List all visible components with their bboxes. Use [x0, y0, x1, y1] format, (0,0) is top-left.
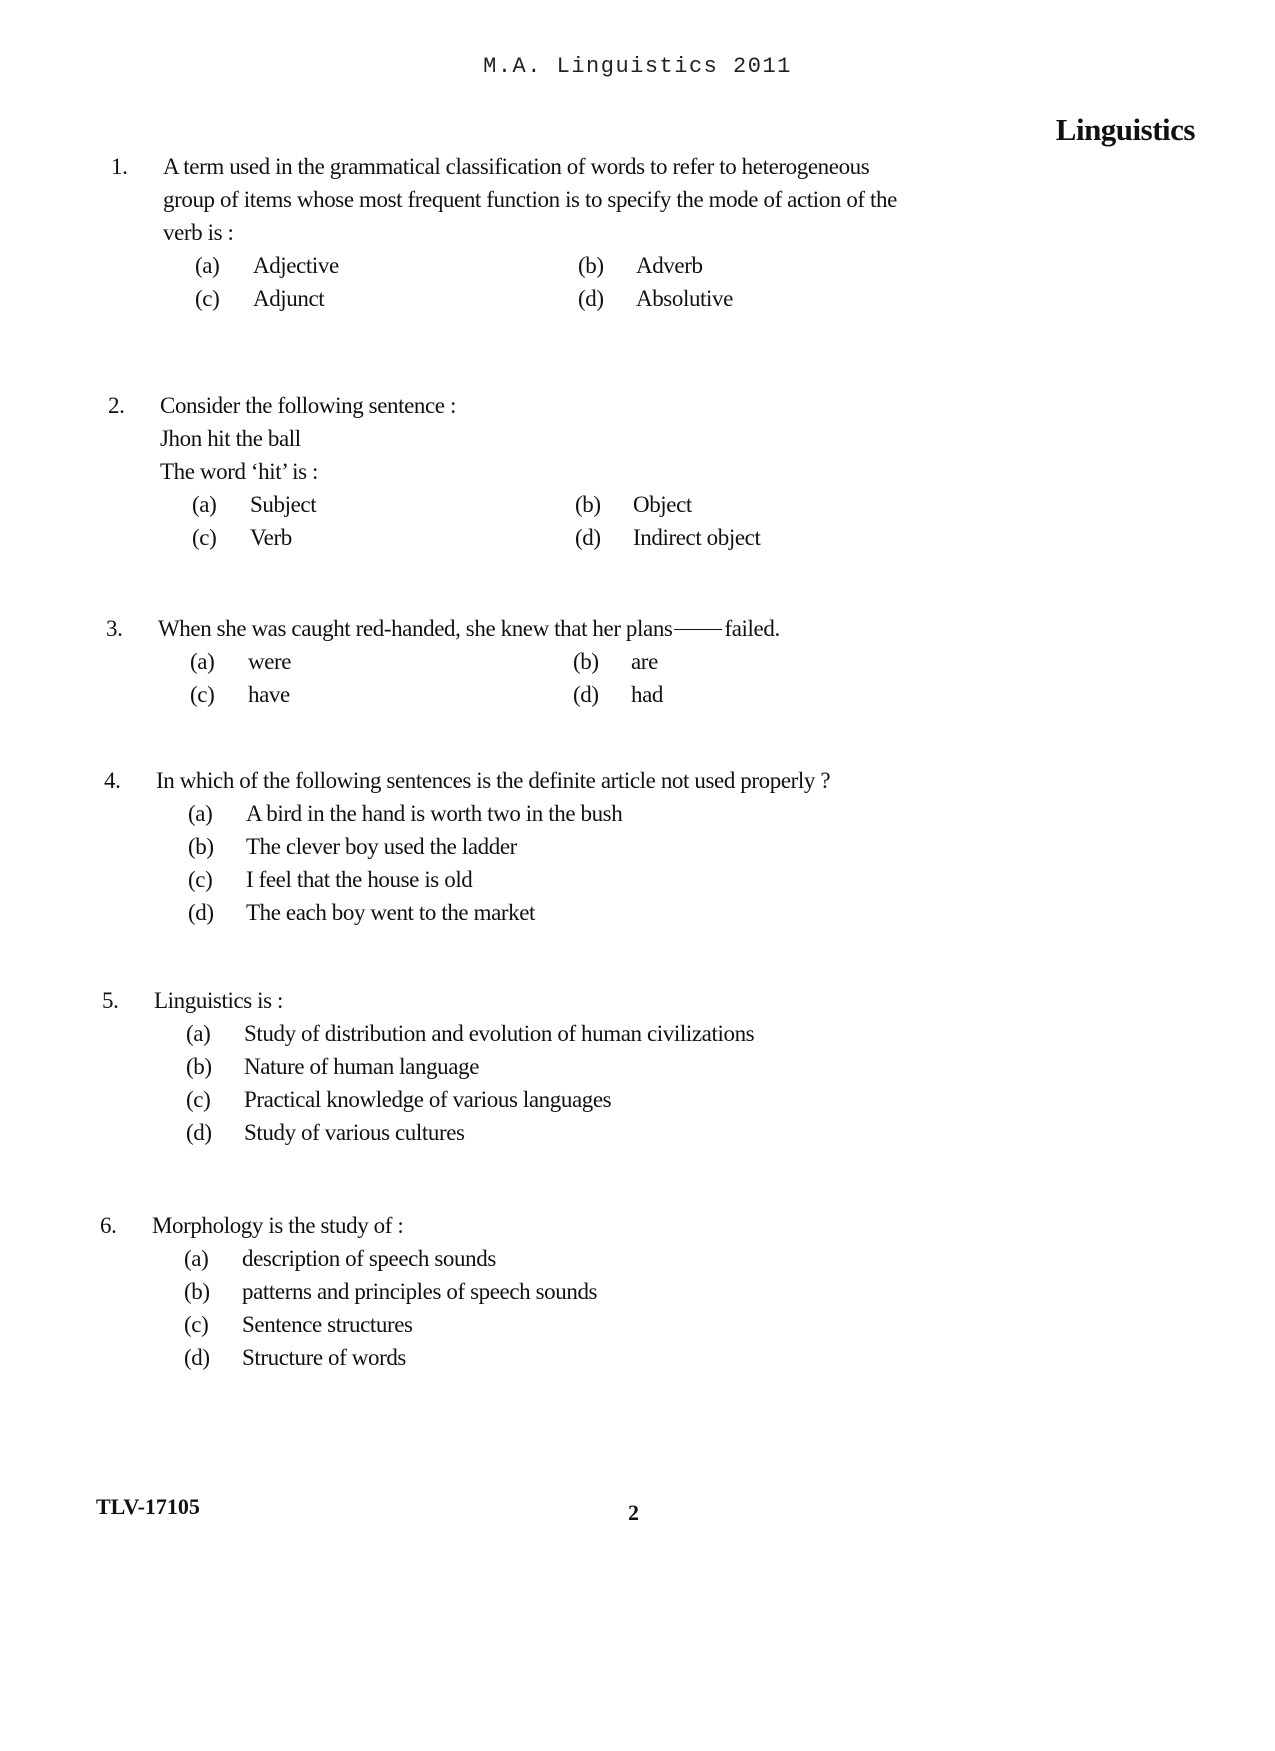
option-b [578, 249, 897, 282]
option-text: Object [633, 492, 692, 517]
option-c [188, 863, 830, 896]
option-text: Verb [250, 525, 292, 550]
option-text: Adjective [253, 253, 339, 278]
question-number: 2. [108, 393, 125, 418]
option-d [188, 896, 830, 929]
option-label: (b) [578, 253, 604, 278]
question-number: 5. [102, 988, 119, 1013]
page-number: 2 [628, 1500, 639, 1525]
option-text: Sentence structures [242, 1312, 413, 1337]
option-a [186, 1017, 754, 1050]
option-label: (b) [573, 649, 599, 674]
option-c [195, 282, 578, 315]
option-label: (b) [188, 834, 214, 859]
stem-after-blank: failed. [724, 616, 780, 641]
option-label: (a) [188, 801, 213, 826]
option-label: (c) [186, 1087, 211, 1112]
option-d [184, 1341, 597, 1374]
question-number: 3. [106, 616, 123, 641]
option-label: (d) [188, 900, 214, 925]
question-3 [106, 612, 780, 711]
option-a [195, 249, 578, 282]
option-label: (c) [195, 286, 220, 311]
option-c [184, 1308, 597, 1341]
question-stem-line: In which of the following sentences is the definite article not used properly ? [156, 768, 831, 793]
option-d [575, 521, 760, 554]
option-label: (d) [578, 286, 604, 311]
question-1 [111, 150, 897, 315]
option-label: (a) [186, 1021, 211, 1046]
question-body [152, 1209, 597, 1374]
option-text: Adjunct [253, 286, 325, 311]
option-text: were [248, 649, 292, 674]
option-c [190, 678, 573, 711]
option-text: Nature of human language [244, 1054, 479, 1079]
question-stem-line: Morphology is the study of : [152, 1213, 404, 1238]
question-stem-line: Consider the following sentence : [160, 393, 456, 418]
option-label: (a) [192, 492, 217, 517]
options-list [190, 645, 780, 711]
question-stem-line: Linguistics is : [154, 988, 284, 1013]
subject-title: Linguistics [1055, 112, 1195, 147]
options-list [195, 249, 897, 315]
question-number: 4. [104, 768, 121, 793]
question-number: 6. [100, 1213, 117, 1238]
option-d [573, 678, 780, 711]
question-stem-line: The word ‘hit’ is : [160, 459, 319, 484]
option-text: Indirect object [633, 525, 761, 550]
option-b [575, 488, 760, 521]
option-label: (c) [192, 525, 217, 550]
option-b [573, 645, 780, 678]
option-text: had [631, 682, 664, 707]
option-text: The each boy went to the market [246, 900, 536, 925]
question-body [154, 984, 754, 1149]
question-stem-line [158, 612, 780, 645]
option-label: (d) [184, 1345, 210, 1370]
answer-blank [674, 629, 722, 630]
option-label: (b) [186, 1054, 212, 1079]
option-a [192, 488, 575, 521]
option-text: A bird in the hand is worth two in the bush [246, 801, 623, 826]
option-text: I feel that the house is old [246, 867, 473, 892]
option-b [186, 1050, 754, 1083]
question-stem-line: Jhon hit the ball [160, 426, 301, 451]
option-label: (a) [190, 649, 215, 674]
option-text: have [248, 682, 290, 707]
option-text: are [631, 649, 658, 674]
option-text: patterns and principles of speech sounds [242, 1279, 598, 1304]
option-a [188, 797, 830, 830]
option-text: Subject [250, 492, 317, 517]
option-label: (c) [188, 867, 213, 892]
option-label: (c) [190, 682, 215, 707]
option-b [188, 830, 830, 863]
option-label: (a) [195, 253, 220, 278]
option-text: Structure of words [242, 1345, 406, 1370]
question-2 [108, 389, 760, 554]
option-label: (d) [186, 1120, 212, 1145]
question-6 [100, 1209, 597, 1374]
options-list [188, 797, 830, 929]
question-5 [102, 984, 754, 1149]
question-body [156, 764, 830, 929]
option-text: Absolutive [636, 286, 733, 311]
running-header: M.A. Linguistics 2011 [483, 54, 792, 79]
option-text: Adverb [636, 253, 703, 278]
option-text: description of speech sounds [242, 1246, 496, 1271]
question-body [158, 612, 780, 711]
question-body [160, 389, 760, 554]
options-list [184, 1242, 597, 1374]
option-c [192, 521, 575, 554]
question-4 [104, 764, 830, 929]
question-stem-line: group of items whose most frequent function is to specify the mode of action of the [163, 187, 897, 212]
option-label: (b) [575, 492, 601, 517]
option-text: Study of distribution and evolution of human civilizations [244, 1021, 755, 1046]
option-label: (a) [184, 1246, 209, 1271]
option-text: The clever boy used the ladder [246, 834, 517, 859]
question-body [163, 150, 897, 315]
stem-before-blank: When she was caught red-handed, she knew that her plans [158, 616, 673, 641]
option-c [186, 1083, 754, 1116]
question-stem-line: A term used in the grammatical classification of words to refer to heterogeneous [163, 154, 870, 179]
option-a [190, 645, 573, 678]
options-list [186, 1017, 754, 1149]
paper-code: TLV-17105 [96, 1494, 200, 1519]
option-b [184, 1275, 597, 1308]
question-stem-line: verb is : [163, 220, 234, 245]
options-list [192, 488, 760, 554]
option-label: (b) [184, 1279, 210, 1304]
option-text: Practical knowledge of various languages [244, 1087, 612, 1112]
option-d [186, 1116, 754, 1149]
option-text: Study of various cultures [244, 1120, 465, 1145]
option-label: (c) [184, 1312, 209, 1337]
option-a [184, 1242, 597, 1275]
option-label: (d) [573, 682, 599, 707]
option-label: (d) [575, 525, 601, 550]
option-d [578, 282, 897, 315]
question-number: 1. [111, 154, 128, 179]
